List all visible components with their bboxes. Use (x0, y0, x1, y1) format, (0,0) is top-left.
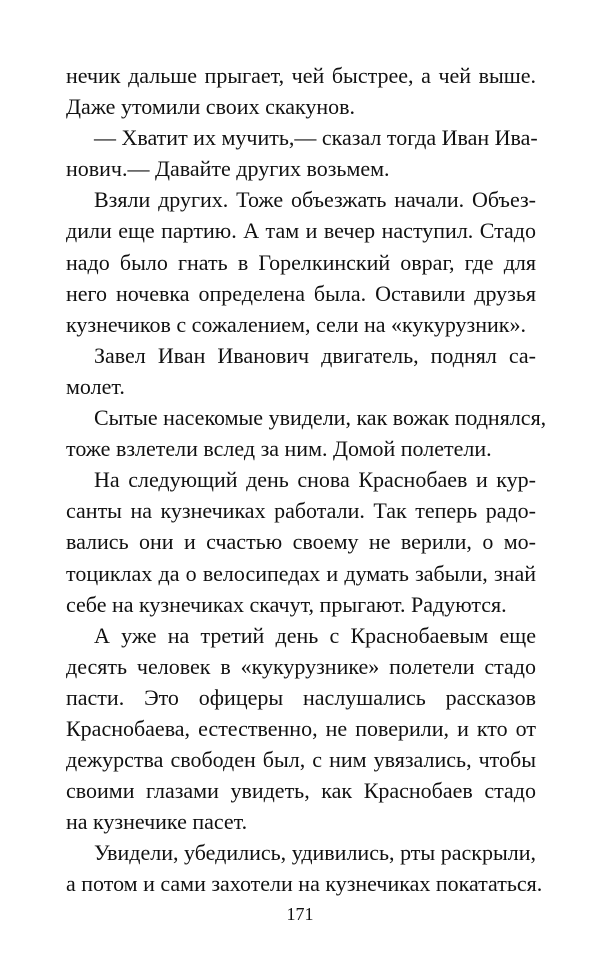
text-line: — Хватит их мучить,— сказал тогда Иван Ива- (94, 125, 538, 151)
text-line: него ночевка определена была. Оставили друзья (66, 280, 536, 306)
text-line: кузнечиков с сожалением, сели на «кукурузник». (66, 311, 526, 337)
text-line: Краснобаева, естественно, не поверили, и кто от (66, 715, 536, 741)
page-number: 171 (286, 904, 314, 924)
text-line: себе на кузнечиках скачут, прыгают. Радуются. (66, 591, 507, 617)
text-line: вались они и счастью своему не верили, о мо- (66, 529, 536, 555)
text-line: нович.— Давайте других возьмем. (66, 156, 390, 182)
text-line: Даже утомили своих скакунов. (66, 94, 355, 120)
text-line: тоциклах да о велосипедах и думать забыли, знай (66, 560, 536, 586)
text-line: санты на кузнечиках работали. Так теперь радо- (66, 498, 536, 524)
text-line: а потом и сами захотели на кузнечиках покататься. (66, 871, 543, 897)
text-line: своими глазами увидеть, как Краснобаев стадо (66, 778, 536, 804)
text-line: десять человек в «кукурузнике» полетели стадо (66, 653, 536, 679)
text-line: Завел Иван Иванович двигатель, поднял са- (94, 342, 536, 368)
text-line: пасти. Это офицеры наслушались рассказов (66, 684, 536, 710)
text-line: На следующий день снова Краснобаев и кур- (94, 467, 536, 493)
book-page-text (66, 60, 547, 900)
text-line: нечик дальше прыгает, чей быстрее, а чей выше. (66, 63, 536, 88)
text-line: дили еще партию. А там и вечер наступил. Стадо (66, 218, 536, 244)
text-line: тоже взлетели вслед за ним. Домой полетели. (66, 436, 492, 462)
text-line: Взяли других. Тоже объезжать начали. Объез- (94, 187, 536, 213)
text-line: надо было гнать в Горелкинский овраг, где для (66, 249, 536, 275)
text-line: на кузнечике пасет. (66, 809, 248, 835)
text-line: Сытые насекомые увидели, как вожак поднялся, (94, 405, 547, 431)
text-line: молет. (66, 373, 125, 399)
text-line: Увидели, убедились, удивились, рты раскрыли, (94, 840, 536, 866)
text-line: дежурства свободен был, с ним увязались, чтобы (66, 747, 536, 773)
text-line: А уже на третий день с Краснобаевым еще (94, 622, 536, 648)
